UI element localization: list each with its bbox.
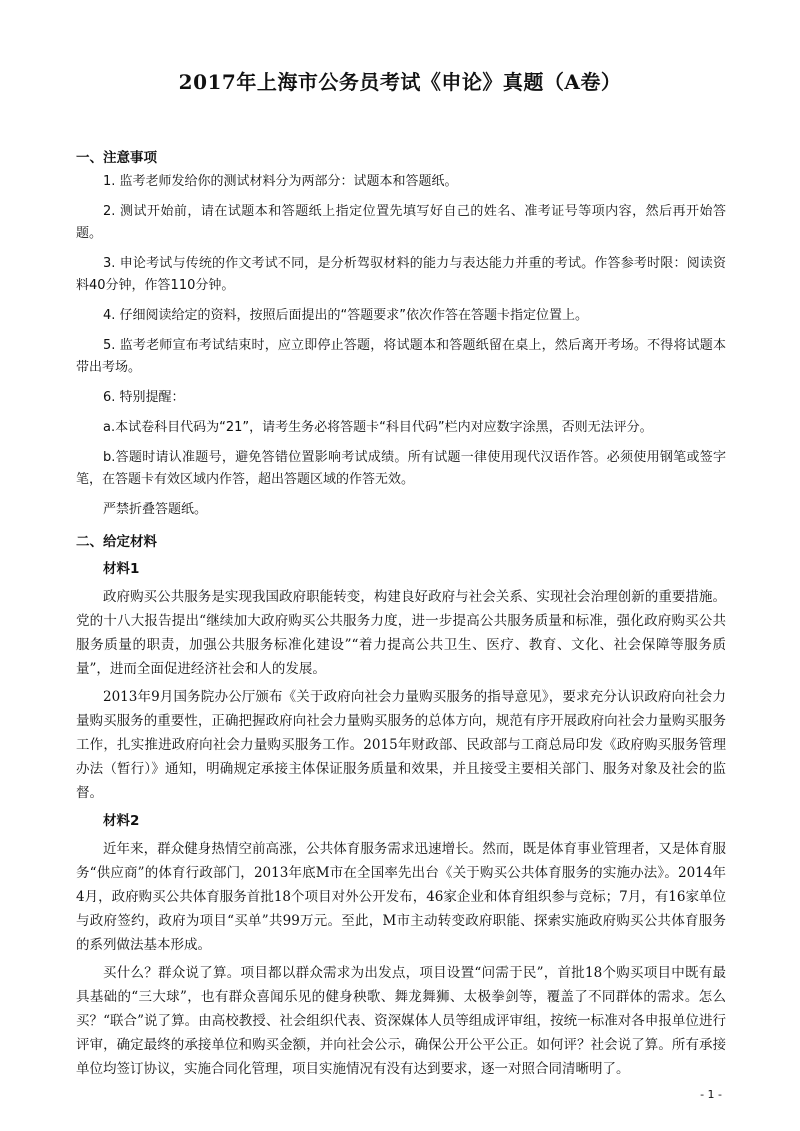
materials-section bbox=[76, 529, 726, 1081]
notice-item: a.本试卷科目代码为“21”，请考生务必将答题卡“科目代码”栏内对应数字涂黑，否则无法评分。 bbox=[103, 420, 653, 435]
notice-item: b.答题时请认准题号，避免答错位置影响考试成绩。所有试题一律使用现代汉语作答。必须使用钢笔或签字笔，在答题卡有效区域内作答，超出答题区域的作答无效。 bbox=[76, 450, 726, 487]
material-label: 材料2 bbox=[103, 813, 140, 829]
section-heading: 一、注意事项 bbox=[76, 150, 157, 166]
notice-item: 严禁折叠答题纸。 bbox=[103, 502, 208, 517]
material-paragraph: 2013年9月国务院办公厅颁布《关于政府向社会力量购买服务的指导意见》，要求充分认识政府向社会力量购买服务的重要性，正确把握政府向社会力量购买服务的总体方向，规范有序开展政府向社会力量购买服务工作，扎实推进政府向社会力量购买服务工作。2015年财政部、民政部与工商总局印发《政府购买服务管理办法（暂行）》通知，明确规定承接主体保证服务质量和效果，并且接受主要相关部门、服务对象及社会的监督。 bbox=[76, 689, 726, 801]
material-block bbox=[76, 557, 726, 805]
material-paragraph: 买什么？群众说了算。项目都以群众需求为出发点，项目设置“问需于民”，首批18个购买项目中既有最具基础的“三大球”，也有群众喜闻乐见的健身秧歌、舞龙舞狮、太极拳剑等，覆盖了不同群体的需求。怎么买？“联合”说了算。由高校教授、社会组织代表、资深媒体人员等组成评审组，按统一标准对各申报单位进行评审，确定最终的承接单位和购买金额，并向社会公示，确保公开公平公正。如何评？社会说了算。所有承接单位均签订协议，实施合同化管理，项目实施情况有没有达到要求，逐一对照合同清晰明了。 bbox=[76, 965, 726, 1077]
page-title: 2017年上海市公务员考试《申论》真题（A卷） bbox=[178, 70, 622, 94]
notice-item: 6. 特别提醒： bbox=[103, 390, 185, 405]
notice-item: 3. 申论考试与传统的作文考试不同，是分析驾驭材料的能力与表达能力并重的考试。作答参考时限：阅读资料40分钟，作答110分钟。 bbox=[76, 256, 726, 293]
page-number: - 1 - bbox=[700, 1088, 722, 1101]
notice-item: 4. 仔细阅读给定的资料，按照后面提出的“答题要求”依次作答在答题卡指定位置上。 bbox=[103, 308, 589, 323]
document-body bbox=[76, 145, 726, 1085]
notice-section bbox=[76, 145, 726, 521]
material-label: 材料1 bbox=[103, 561, 140, 577]
section-heading: 二、给定材料 bbox=[76, 534, 157, 550]
material-paragraph: 近年来，群众健身热情空前高涨，公共体育服务需求迅速增长。然而，既是体育事业管理者，又是体育服务“供应商”的体育行政部门，2013年底M市在全国率先出台《关于购买公共体育服务的实施办法》。2014年4月，政府购买公共体育服务首批18个项目对外公开发布，46家企业和体育组织参与竞标；7月，有16家单位与政府签约，政府为项目“买单”共99万元。至此，M市主动转变政府职能、探索实施政府购买公共体育服务的系列做法基本形成。 bbox=[76, 841, 726, 953]
notice-item: 1. 监考老师发给你的测试材料分为两部分：试题本和答题纸。 bbox=[103, 174, 458, 189]
material-paragraph: 政府购买公共服务是实现我国政府职能转变，构建良好政府与社会关系、实现社会治理创新的重要措施。党的十八大报告提出“继续加大政府购买公共服务力度，进一步提高公共服务质量和标准，强化政府购买公共服务质量的职责，加强公共服务标准化建设”“着力提高公共卫生、医疗、教育、文化、社会保障等服务质量”，进而全面促进经济社会和人的发展。 bbox=[76, 589, 726, 677]
notice-item: 5. 监考老师宣布考试结束时，应立即停止答题，将试题本和答题纸留在桌上，然后离开考场。不得将试题本带出考场。 bbox=[76, 338, 726, 375]
notice-item: 2. 测试开始前，请在试题本和答题纸上指定位置先填写好自己的姓名、准考证号等项内容，然后再开始答题。 bbox=[76, 204, 726, 241]
material-block bbox=[76, 809, 726, 1081]
